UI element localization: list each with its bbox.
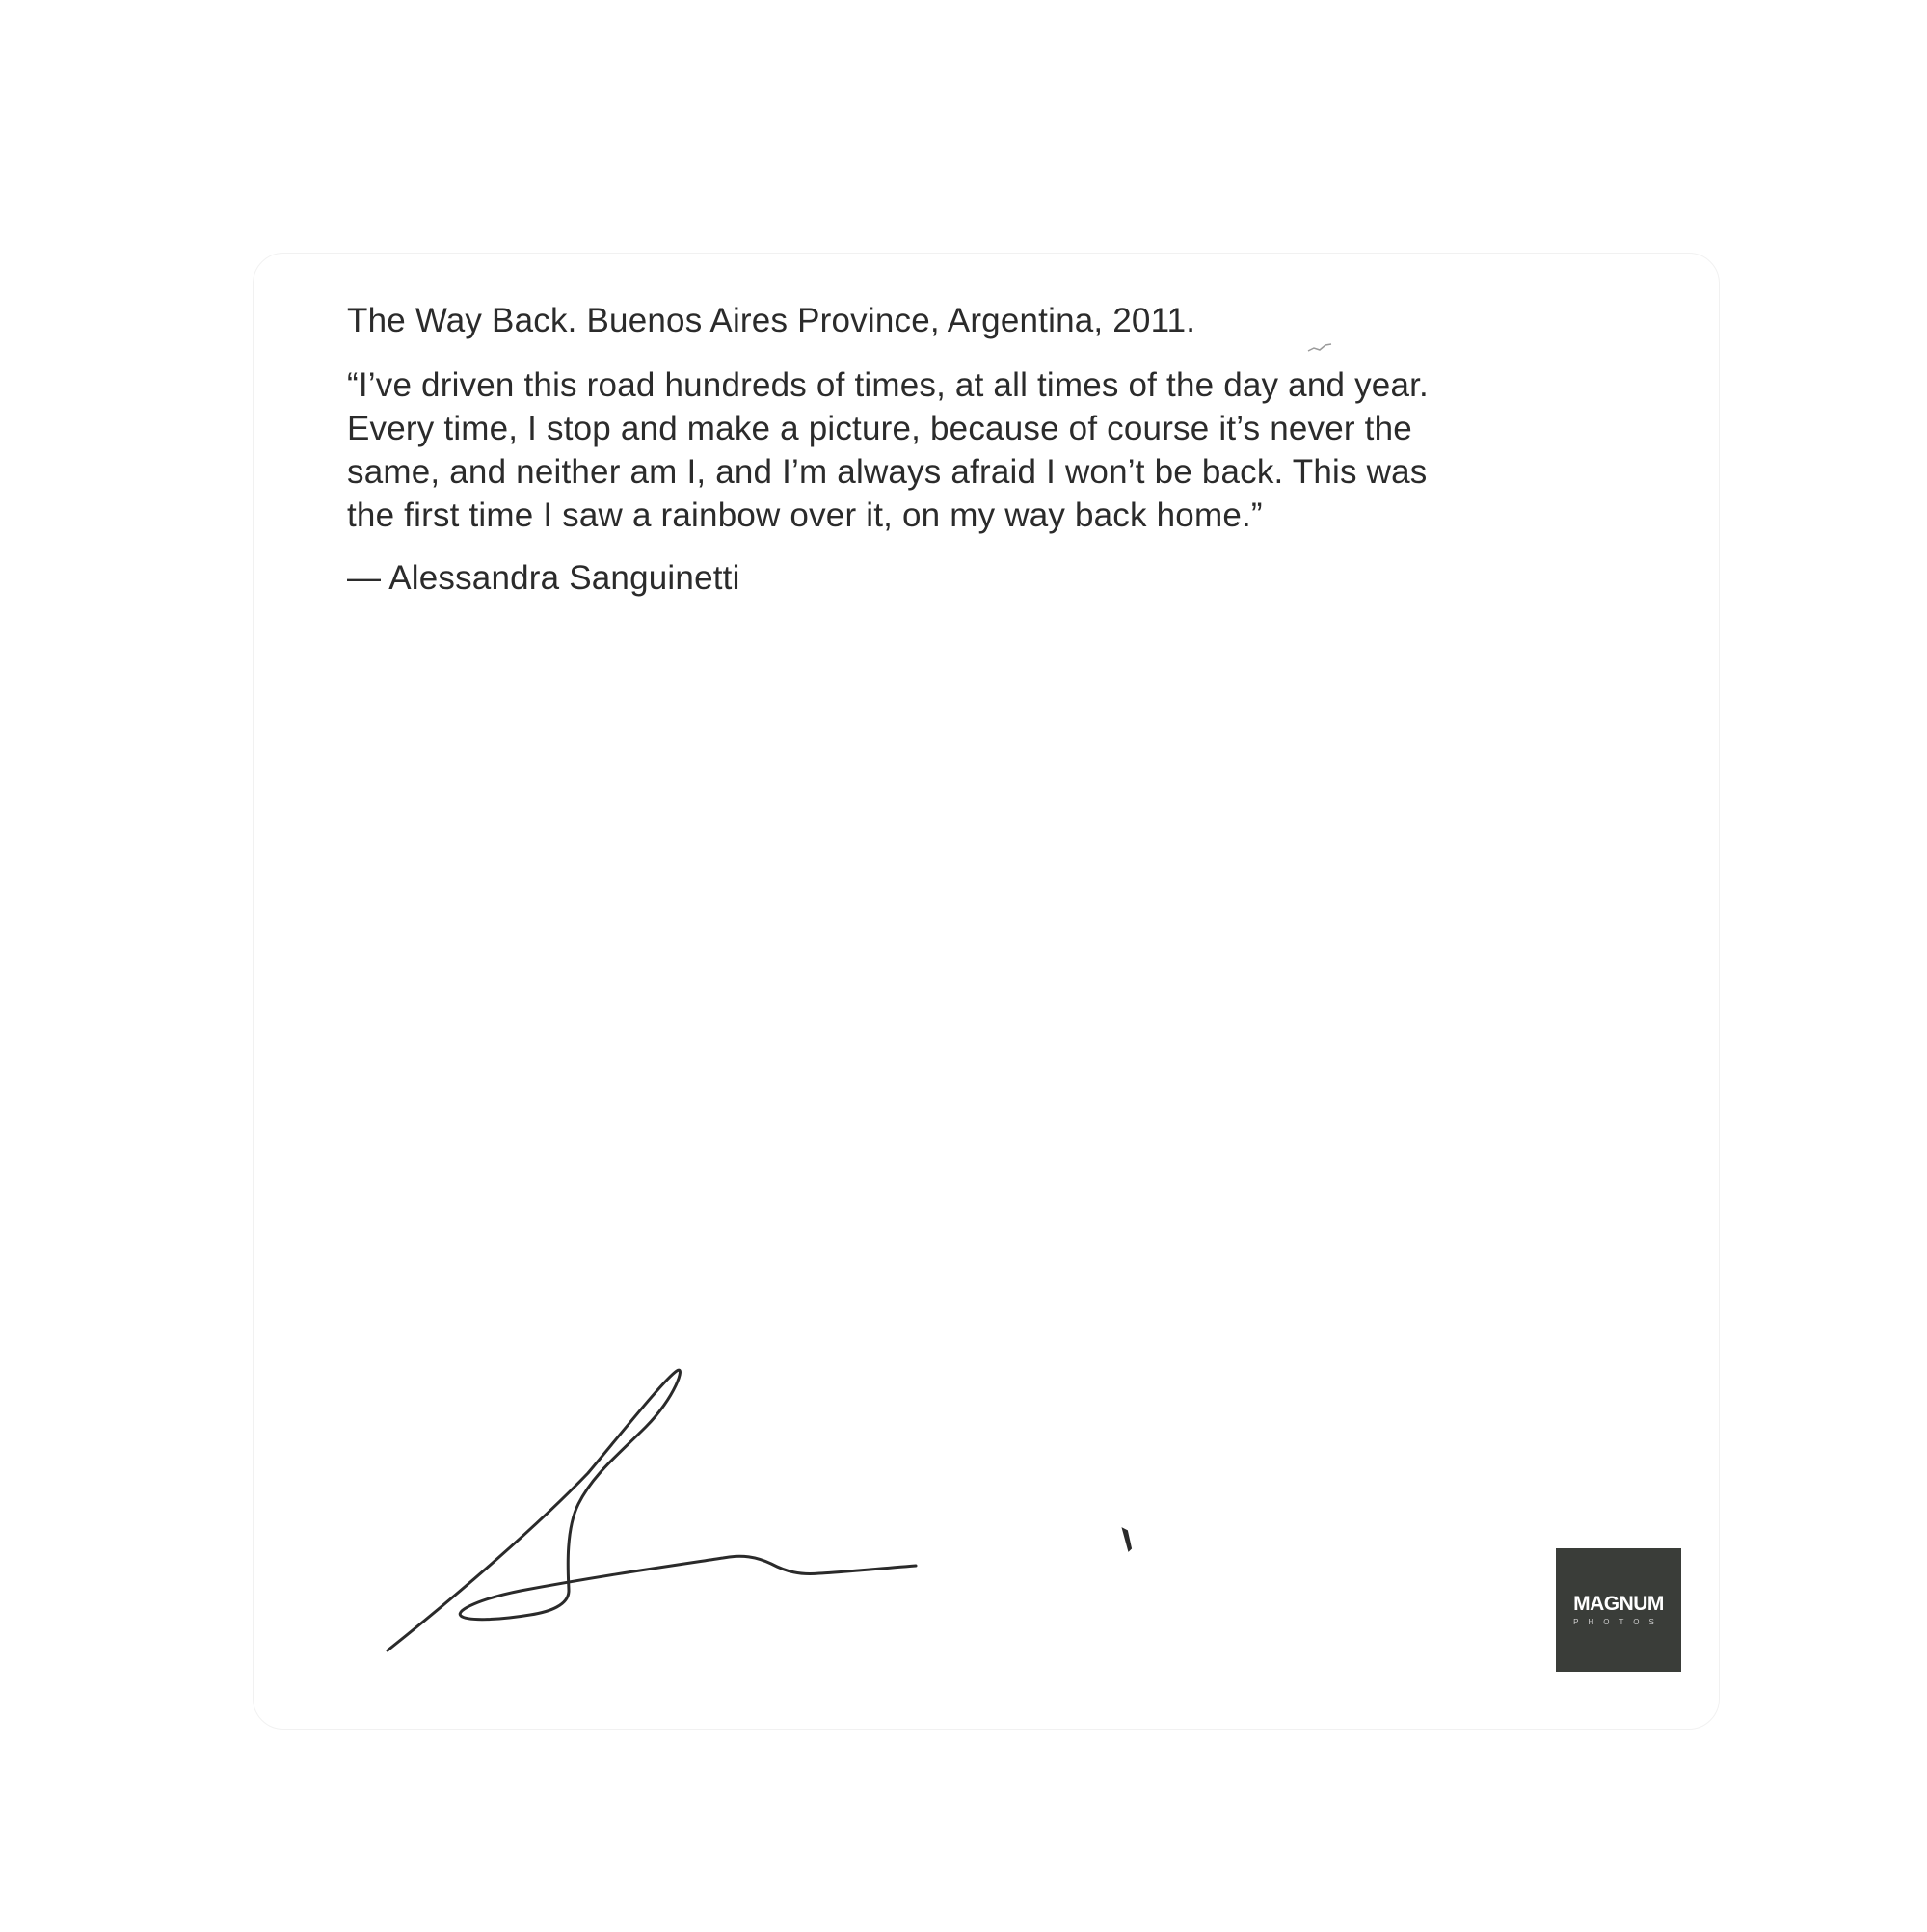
photographer-quote	[347, 363, 1600, 537]
magnum-photos-logo	[1556, 1548, 1681, 1672]
photo-title: The Way Back. Buenos Aires Province, Argentina, 2011.	[347, 302, 1196, 339]
logo-subtitle: PHOTOS	[1573, 1618, 1664, 1626]
attribution: — Alessandra Sanguinetti	[347, 559, 740, 597]
quote-line: same, and neither am I, and I’m always afraid I won’t be back. This was	[347, 453, 1428, 491]
quote-line: the first time I saw a rainbow over it, on my way back home.”	[347, 496, 1263, 534]
ink-speck	[1306, 339, 1335, 359]
quote-line: Every time, I stop and make a picture, because of course it’s never the	[347, 410, 1412, 447]
quote-line: “I’ve driven this road hundreds of times, at all times of the day and year.	[347, 366, 1429, 404]
logo-wordmark: MAGNUM	[1573, 1593, 1664, 1615]
caption-block	[347, 299, 1600, 600]
signature-icon	[376, 1359, 1166, 1677]
